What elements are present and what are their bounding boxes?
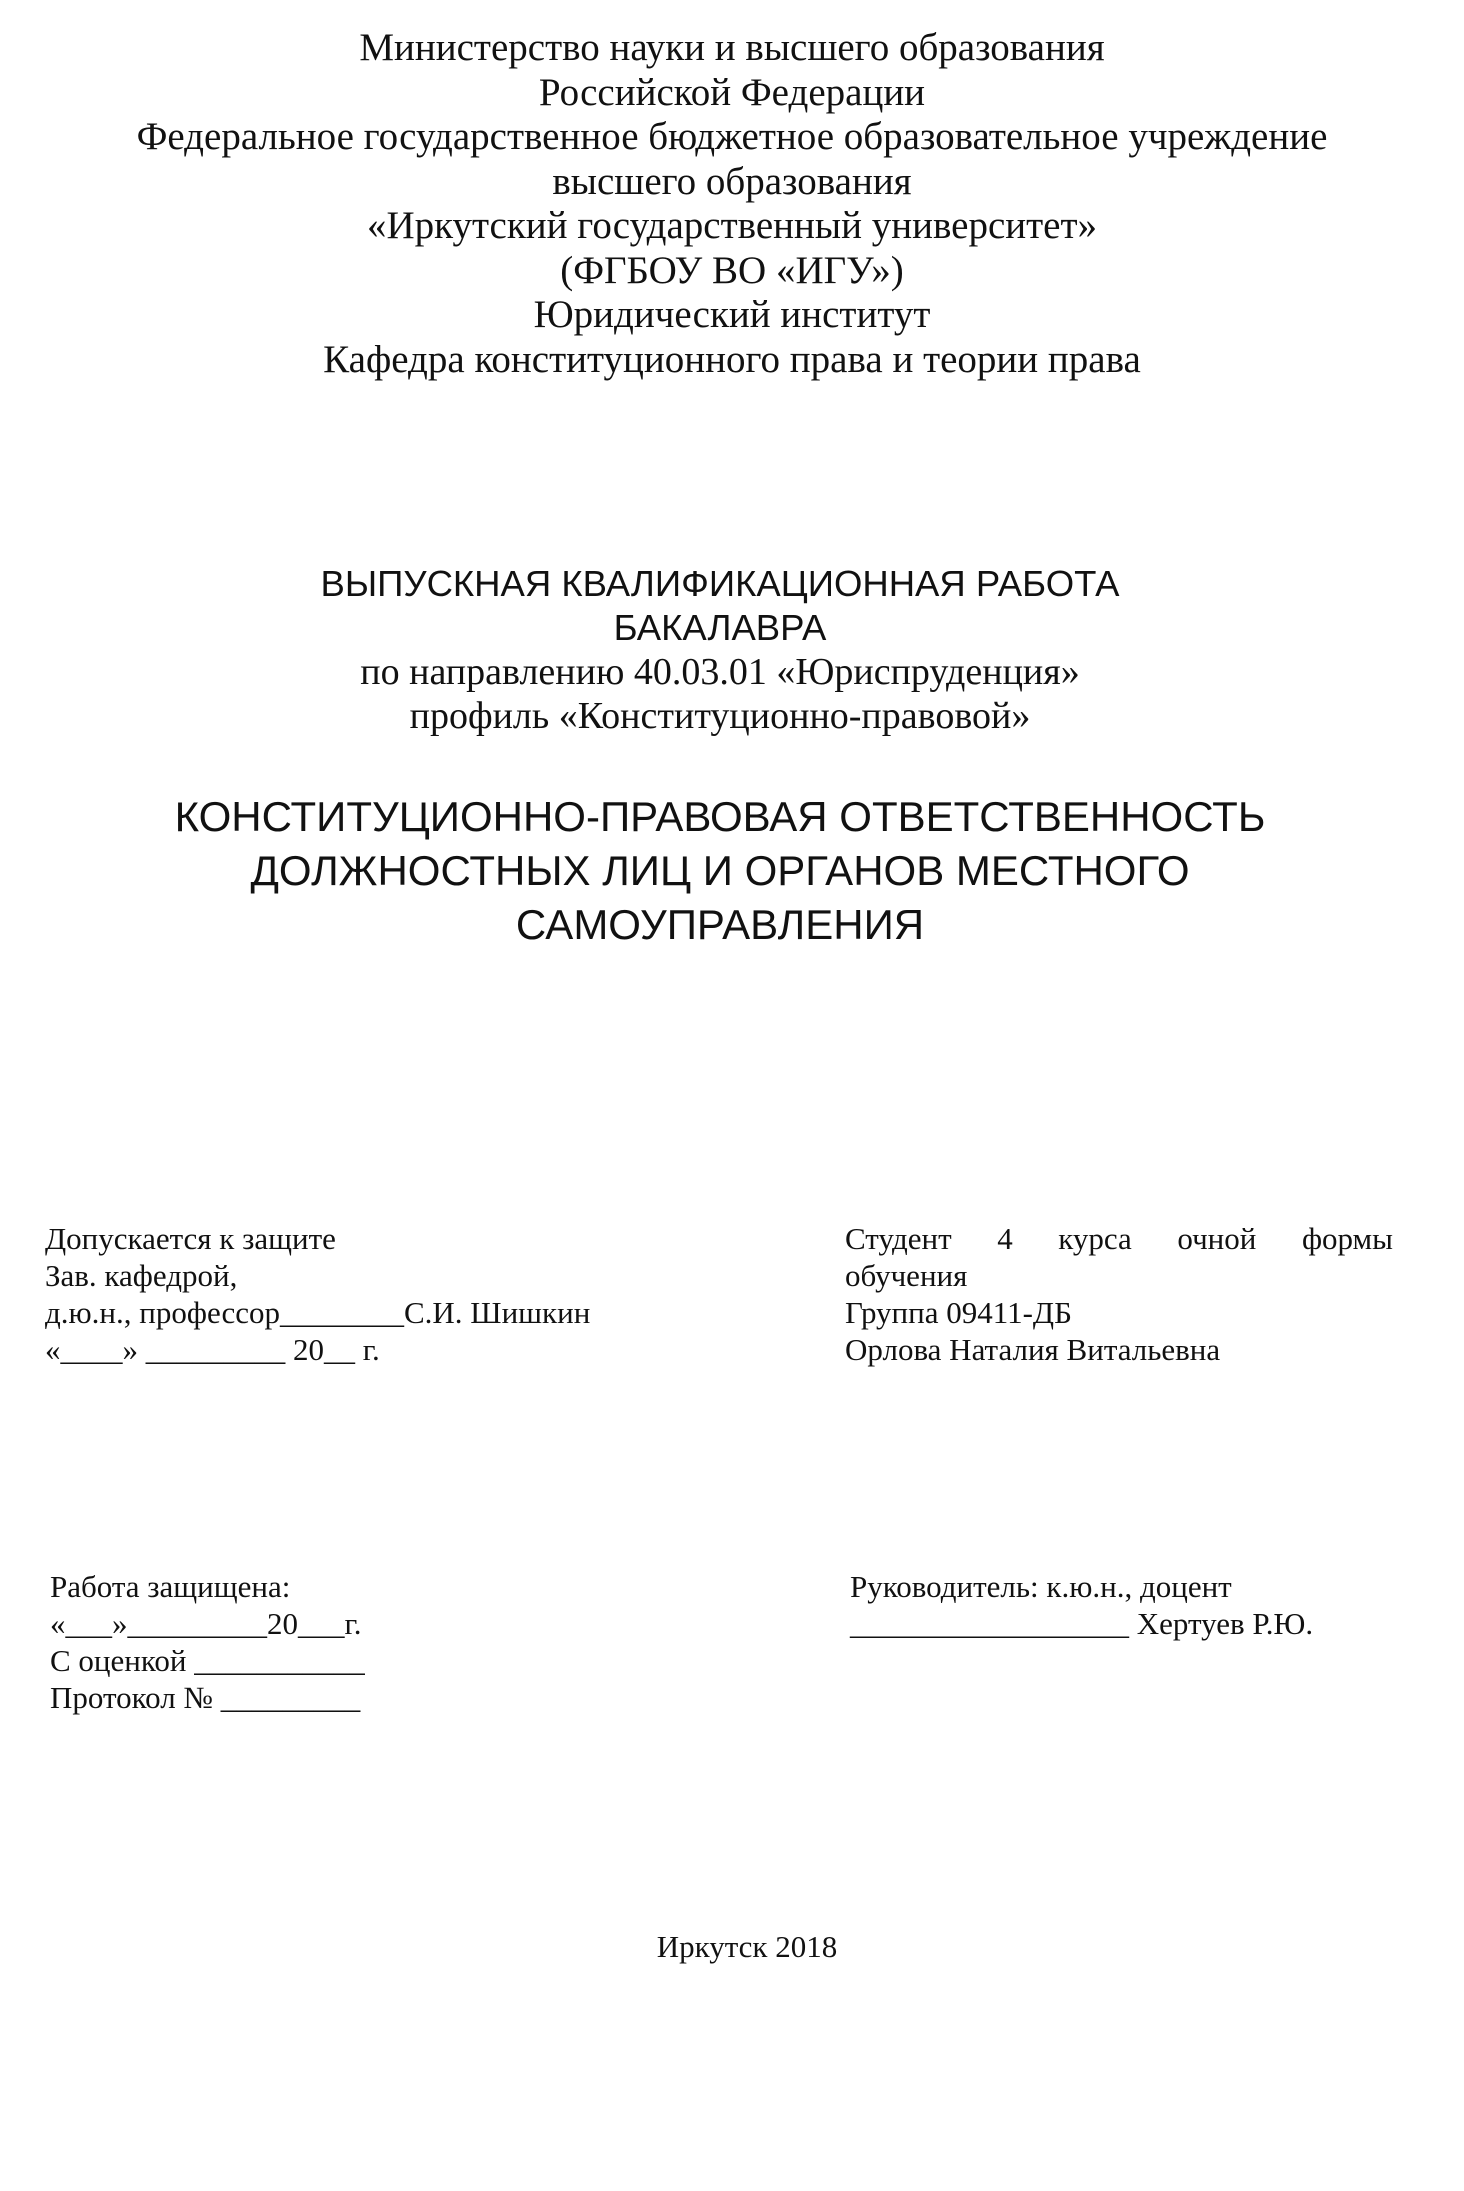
student-line-2: обучения — [845, 1258, 968, 1293]
thesis-title-line-2: ДОЛЖНОСТНЫХ ЛИЦ И ОРГАНОВ МЕСТНОГО — [250, 847, 1190, 894]
thesis-title-line-1: КОНСТИТУЦИОННО-ПРАВОВАЯ ОТВЕТСТВЕННОСТЬ — [174, 793, 1266, 840]
city-year: Иркутск 2018 — [656, 1929, 838, 1964]
student-line-1 — [845, 1220, 1393, 1257]
work-type-line: ВЫПУСКНАЯ КВАЛИФИКАЦИОННАЯ РАБОТА — [320, 563, 1120, 604]
thesis-title — [0, 790, 1440, 952]
admission-line-4: «____» _________ 20__ г. — [45, 1332, 380, 1367]
student-group: Группа 09411-ДБ — [845, 1295, 1072, 1330]
institution-header — [0, 26, 1464, 382]
degree-line: БАКАЛАВРА — [613, 607, 827, 648]
student-word: 4 — [997, 1221, 1013, 1256]
student-name: Орлова Наталия Витальевна — [845, 1332, 1221, 1367]
thesis-title-line-3: САМОУПРАВЛЕНИЯ — [515, 901, 925, 948]
supervisor-line-1: Руководитель: к.ю.н., доцент — [850, 1569, 1232, 1604]
institution-type-line: Федеральное государственное бюджетное образовательное учреждение — [136, 115, 1328, 158]
country-line: Российской Федерации — [538, 70, 926, 114]
defense-line-2: «___»_________20___г. — [50, 1606, 362, 1641]
defense-line-1: Работа защищена: — [50, 1569, 291, 1604]
student-word: формы — [1301, 1221, 1393, 1256]
university-name-line: «Иркутский государственный университет» — [366, 204, 1098, 247]
supervisor-line-2: __________________ Хертуев Р.Ю. — [850, 1606, 1314, 1641]
supervisor-block — [850, 1568, 1313, 1642]
education-level-line: высшего образования — [552, 159, 912, 203]
direction-line: по направлению 40.03.01 «Юриспруденция» — [360, 651, 1080, 693]
ministry-line: Министерство науки и высшего образования — [359, 26, 1105, 69]
profile-line: профиль «Конституционно-правовой» — [409, 695, 1031, 737]
university-abbr-line: (ФГБОУ ВО «ИГУ») — [560, 248, 904, 292]
admission-line-1: Допускается к защите — [45, 1221, 336, 1256]
department-line: Кафедра конституционного права и теории права — [323, 337, 1141, 381]
institute-line: Юридический институт — [533, 293, 931, 336]
student-word: Студент — [845, 1221, 952, 1256]
admission-line-2: Зав. кафедрой, — [45, 1258, 238, 1293]
student-word: курса — [1058, 1221, 1132, 1256]
admission-line-3: д.ю.н., профессор________С.И. Шишкин — [45, 1295, 591, 1330]
student-block — [845, 1220, 1393, 1368]
defense-line-4: Протокол № _________ — [50, 1680, 361, 1715]
student-word: очной — [1177, 1221, 1257, 1256]
defense-block — [50, 1568, 365, 1716]
work-type-block — [0, 562, 1440, 738]
defense-line-3: С оценкой ___________ — [50, 1643, 365, 1678]
admission-block — [45, 1220, 590, 1368]
